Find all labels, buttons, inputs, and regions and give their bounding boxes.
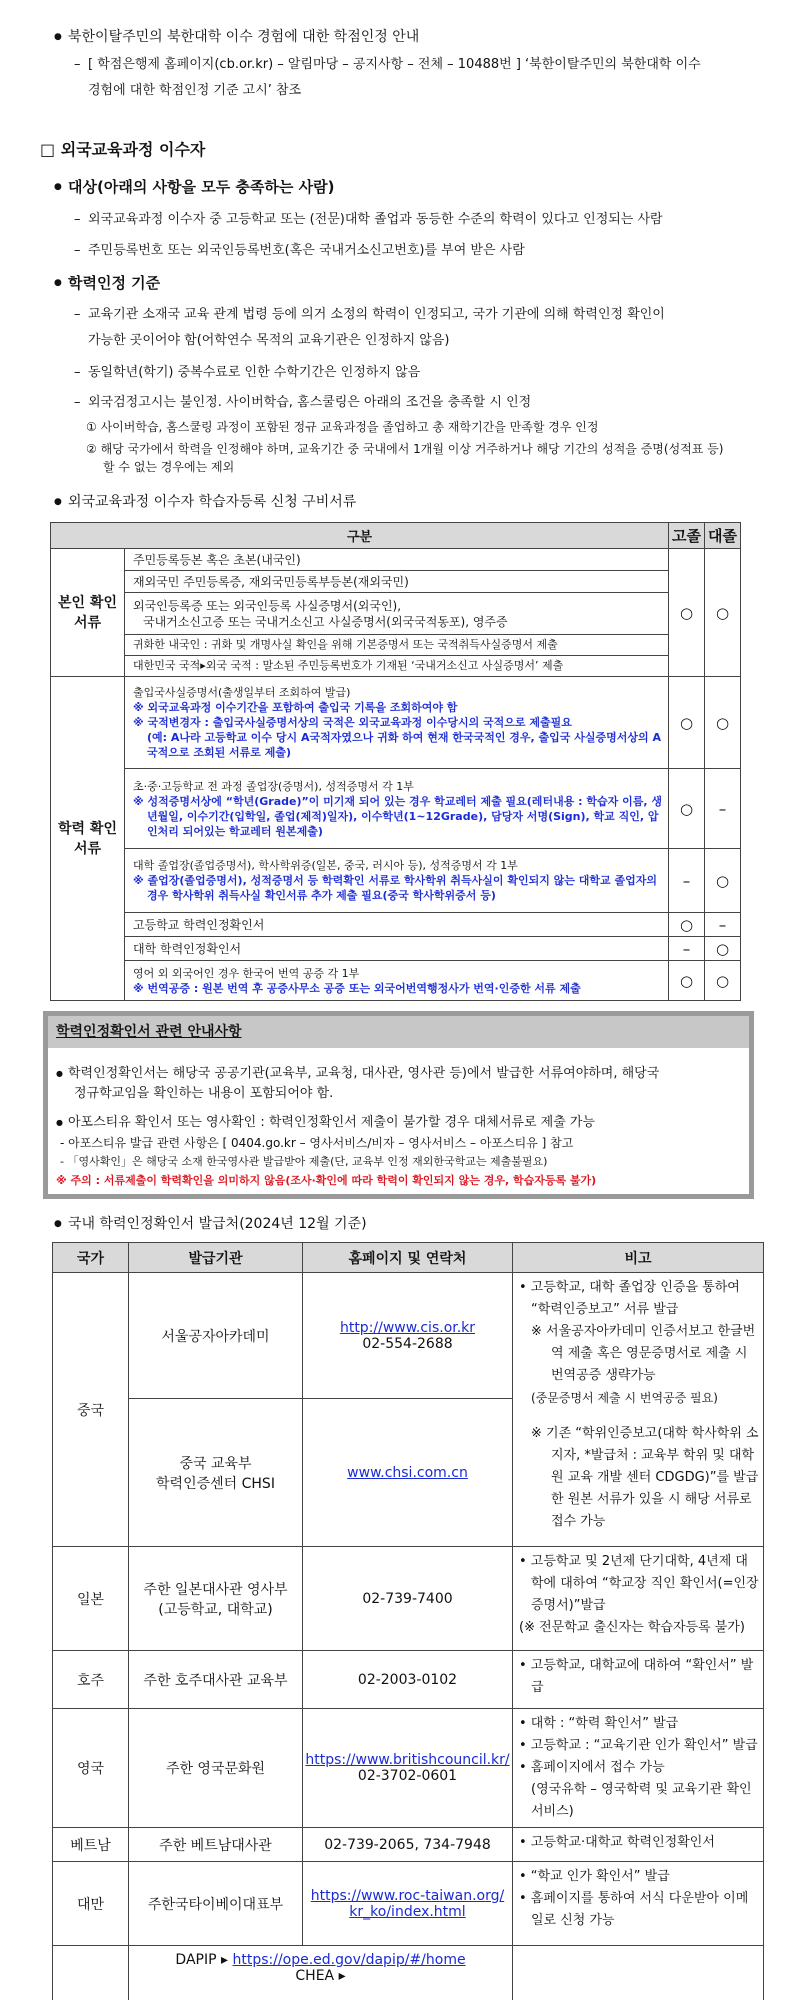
issuer-link[interactable]: https://www.britishcouncil.kr/ bbox=[305, 1752, 510, 1768]
section-title: □ 외국교육과정 이수자 bbox=[40, 140, 206, 159]
group-education-label: 학력 확인 서류 bbox=[51, 677, 125, 1001]
table-row: 귀화한 내국인 : 귀화 및 개명사실 확인을 위해 기본증명서 또는 국적취득사실증명서 제출 bbox=[125, 635, 669, 656]
table-row: 대한민국 국적▸외국 국적 : 말소된 주민등록번호가 기재된 ‘국내거소신고 사실증명서’ 제출 bbox=[125, 656, 669, 677]
country-taiwan: 대만 bbox=[53, 1862, 129, 1946]
us-links: DAPIP ▸ https://ope.ed.gov/dapip/#/home CHEA ▸ bbox=[129, 1946, 513, 2000]
country-australia: 호주 bbox=[53, 1651, 129, 1709]
mark-college: ○ bbox=[705, 937, 741, 961]
issuer-contact: 02-2003-0102 bbox=[303, 1651, 513, 1709]
mark-college: ○ bbox=[705, 961, 741, 1001]
remarks-taiwan: • “학교 인가 확인서” 발급 • 홈페이지를 통하여 서식 다운받아 이메일로 신청 가능 bbox=[513, 1862, 764, 1946]
mark-highschool: ○ bbox=[669, 913, 705, 937]
table-row: 주민등록등본 혹은 초본(내국인) bbox=[125, 549, 669, 571]
col-header-remarks: 비고 bbox=[513, 1243, 764, 1273]
issuer-link[interactable]: www.chsi.com.cn bbox=[347, 1464, 468, 1481]
mark-college: – bbox=[705, 913, 741, 937]
table-row: 대학 학력인정확인서 bbox=[125, 937, 669, 961]
col-header-issuer: 발급기관 bbox=[129, 1243, 303, 1273]
table-row: 고등학교 학력인정확인서 bbox=[125, 913, 669, 937]
notice-dash-1: - 아포스티유 발급 관련 사항은 [ 0404.go.kr – 영사서비스/비자 – 영사서비스 – 아포스티유 ] 참고 bbox=[60, 1136, 574, 1150]
issuer-name: 주한 일본대사관 영사부 (고등학교, 대학교) bbox=[129, 1547, 303, 1651]
col-header-country: 국가 bbox=[53, 1243, 129, 1273]
notice-dash-2: - 「영사확인」은 해당국 소재 한국영사관 발급받아 제출(단, 교육부 인정 재외한국학교는 제출불필요) bbox=[60, 1155, 548, 1168]
table-row: 초·중·고등학교 전 과정 졸업장(증명서), 성적증명서 각 1부 ※ 성적증명서상에 “학년(Grade)”이 미기재 되어 있는 경우 학교레터 제출 필요(레터내용 : 학습자 이름, 생년월일, 이수기간(입학일, 졸업(제적)일자), 이수학년(1~12Grade), 담당자 서명(Sign), 학교 직인, 압인처리 되어있는 학교레터 원본제출) bbox=[125, 769, 669, 849]
remarks-australia: • 고등학교, 대학교에 대하여 “확인서” 발급 bbox=[513, 1651, 764, 1709]
mark-highschool: ○ bbox=[669, 961, 705, 1001]
mark-highschool: ○ bbox=[669, 549, 705, 677]
issuer-name: 주한국타이베이대표부 bbox=[129, 1862, 303, 1946]
mark-highschool: – bbox=[669, 937, 705, 961]
table-row: 재외국민 주민등록증, 재외국민등록부등본(재외국민) bbox=[125, 571, 669, 593]
issuer-contact: 02-739-2065, 734-7948 bbox=[303, 1828, 513, 1862]
col-header-contact: 홈페이지 및 연락처 bbox=[303, 1243, 513, 1273]
table-row: 외국인등록증 또는 외국인등록 사실증명서(외국인), 국내거소신고증 또는 국내거소신고 사실증명서(외국국적동포), 영주증 bbox=[125, 593, 669, 635]
notice-bullet-1: ● 학력인정확인서는 해당국 공공기관(교육부, 교육청, 대사관, 영사관 등)에서 발급한 서류여야하며, 해당국 정규학교임을 확인하는 내용이 포함되어야 함. bbox=[56, 1066, 660, 1101]
criteria-heading: ● 학력인정 기준 bbox=[68, 273, 160, 293]
table-row: 영어 외 외국어인 경우 한국어 번역 공증 각 1부 ※ 번역공증 : 원본 번역 후 공증사무소 공증 또는 외국어번역행정사가 번역·인증한 서류 제출 bbox=[125, 961, 669, 1001]
intro-bullet: ● 북한이탈주민의 북한대학 이수 경험에 대한 학점인정 안내 bbox=[68, 27, 419, 47]
dapip-link[interactable]: https://ope.ed.gov/dapip/#/home bbox=[232, 1952, 466, 1968]
notice-title: 학력인정확인서 관련 안내사항 bbox=[48, 1016, 749, 1048]
required-documents-table bbox=[50, 522, 741, 1001]
country-japan: 일본 bbox=[53, 1547, 129, 1651]
target-heading: ● 대상(아래의 사항을 모두 충족하는 사람) bbox=[68, 177, 334, 197]
notice-bullet-2: ● 아포스티유 확인서 또는 영사확인 : 학력인정확인서 제출이 불가할 경우 대체서류로 제출 가능 bbox=[56, 1115, 596, 1130]
remarks-uk: • 대학 : “학력 확인서” 발급 • 고등학교 : “교육기관 인가 확인서” 발급 • 홈페이지에서 접수 가능 (영국유학 – 영국학력 및 교육기관 확인서비스) bbox=[513, 1709, 764, 1828]
issuer-link[interactable]: http://www.cis.or.kr bbox=[339, 1319, 476, 1336]
mark-college: ○ bbox=[705, 677, 741, 769]
country-china: 중국 bbox=[53, 1273, 129, 1547]
col-header-category: 구분 bbox=[51, 523, 669, 549]
criteria-sub-2: ② 해당 국가에서 학력을 인정해야 하며, 교육기간 중 국내에서 1개월 이상 거주하거나 해당 기간의 성적을 증명(성적표 등) 할 수 없는 경우에는 제외 bbox=[86, 442, 724, 474]
mark-college: ○ bbox=[705, 549, 741, 677]
issuer-contact: https://www.britishcouncil.kr/ 02-3702-0601 bbox=[303, 1709, 513, 1828]
issuers-table bbox=[52, 1242, 764, 2000]
country-vietnam: 베트남 bbox=[53, 1828, 129, 1862]
issuer-link[interactable]: https://www.roc-taiwan.org/kr_ko/index.html bbox=[310, 1887, 505, 1920]
issuers-heading: ● 국내 학력인정확인서 발급처(2024년 12월 기준) bbox=[68, 1214, 367, 1234]
remarks-us bbox=[513, 1946, 764, 2000]
table-row: 대학 졸업장(졸업증명서), 학사학위증(일본, 중국, 러시아 등), 성적증명서 각 1부 ※ 졸업장(졸업증명서), 성적증명서 등 학력확인 서류로 학사학위 취득사실이 확인되지 않는 대학교 졸업자의 경우 학사학위 취득사실 확인서류 추가 제출 필요(중국 학사학위증서 등) bbox=[125, 849, 669, 913]
remarks-vietnam: • 고등학교·대학교 학력인정확인서 bbox=[513, 1828, 764, 1862]
issuer-name: 중국 교육부 학력인증센터 CHSI bbox=[129, 1399, 303, 1547]
remarks-china: • 고등학교, 대학 졸업장 인증을 통하여 “학력인증보고” 서류 발급 ※ 서울공자아카데미 인증서보고 한글번역 제출 혹은 영문증명서로 제출 시 번역공증 생략가능 (중문증명서 제출 시 번역공증 필요) ※ 기존 “학위인증보고(대학 학사학위 소지자, *발급처 : 교육부 학위 및 대학원 교육 개발 센터 CDGDG)”를 발급한 원본 서류가 있을 시 해당 서류로 접수 가능 bbox=[513, 1273, 764, 1547]
criteria-sub-1: ① 사이버학습, 홈스쿨링 과정이 포함된 정규 교육과정을 졸업하고 총 재학기간을 만족할 경우 인정 bbox=[86, 420, 599, 434]
criteria-item-3: – 외국검정고시는 불인정. 사이버학습, 홈스쿨링은 아래의 조건을 충족할 시 인정 bbox=[74, 395, 532, 410]
issuer-name: 주한 베트남대사관 bbox=[129, 1828, 303, 1862]
mark-highschool: ○ bbox=[669, 677, 705, 769]
issuer-name: 주한 호주대사관 교육부 bbox=[129, 1651, 303, 1709]
issuer-name: 서울공자아카데미 bbox=[129, 1273, 303, 1399]
group-identity-label: 본인 확인 서류 bbox=[51, 549, 125, 677]
notice-warning: ※ 주의 : 서류제출이 학력확인을 의미하지 않음(조사·확인에 따라 학력이 확인되지 않는 경우, 학습자등록 불가) bbox=[56, 1174, 597, 1187]
mark-highschool: ○ bbox=[669, 769, 705, 849]
issuer-contact: http://www.cis.or.kr 02-554-2688 bbox=[303, 1273, 513, 1399]
issuer-contact bbox=[303, 1399, 513, 1547]
country-us bbox=[53, 1946, 129, 2000]
mark-college: – bbox=[705, 769, 741, 849]
docs-heading: ● 외국교육과정 이수자 학습자등록 신청 구비서류 bbox=[68, 492, 356, 512]
criteria-item-1: – 교육기관 소재국 교육 관계 법령 등에 의거 소정의 학력이 인정되고, 국가 기관에 의해 학력인정 확인이 가능한 곳이어야 함(어학연수 목적의 교육기관은 인정하지 않음) bbox=[74, 307, 665, 348]
mark-college: ○ bbox=[705, 849, 741, 913]
country-uk: 영국 bbox=[53, 1709, 129, 1828]
issuer-name: 주한 영국문화원 bbox=[129, 1709, 303, 1828]
issuer-contact bbox=[303, 1862, 513, 1946]
col-header-highschool: 고졸 bbox=[669, 523, 705, 549]
criteria-item-2: – 동일학년(학기) 중복수료로 인한 수학기간은 인정하지 않음 bbox=[74, 365, 421, 380]
col-header-college: 대졸 bbox=[705, 523, 741, 549]
table-row: 출입국사실증명서(출생일부터 조회하여 발급) ※ 외국교육과정 이수기간을 포함하여 출입국 기록을 조회하여야 함 ※ 국적변경자 : 출입국사실증명서상의 국적은 외국교육과정 이수당시의 국적으로 제출필요 (예: A나라 고등학교 이수 당시 A국적자였으나 귀화 하여 현재 한국국적인 경우, 출입국 사실증명서상의 A국적으로 조회된 서류로 제출) bbox=[125, 677, 669, 769]
target-item-2: – 주민등록번호 또는 외국인등록번호(혹은 국내거소신고번호)를 부여 받은 사람 bbox=[74, 243, 525, 258]
target-item-1: – 외국교육과정 이수자 중 고등학교 또는 (전문)대학 졸업과 동등한 수준의 학력이 있다고 인정되는 사람 bbox=[74, 212, 663, 227]
remarks-japan: • 고등학교 및 2년제 단기대학, 4년제 대학에 대하여 “학교장 직인 확인서(=인장증명서)”발급 (※ 전문학교 출신자는 학습자등록 불가) bbox=[513, 1547, 764, 1651]
intro-reference: – [ 학점은행제 홈페이지(cb.or.kr) – 알림마당 – 공지사항 – 전체 – 10488번 ] ‘북한이탈주민의 북한대학 이수 경험에 대한 학점인정 기준 고시’ 참조 bbox=[74, 57, 701, 98]
mark-highschool: – bbox=[669, 849, 705, 913]
issuer-contact: 02-739-7400 bbox=[303, 1547, 513, 1651]
notice-box bbox=[43, 1011, 754, 1199]
